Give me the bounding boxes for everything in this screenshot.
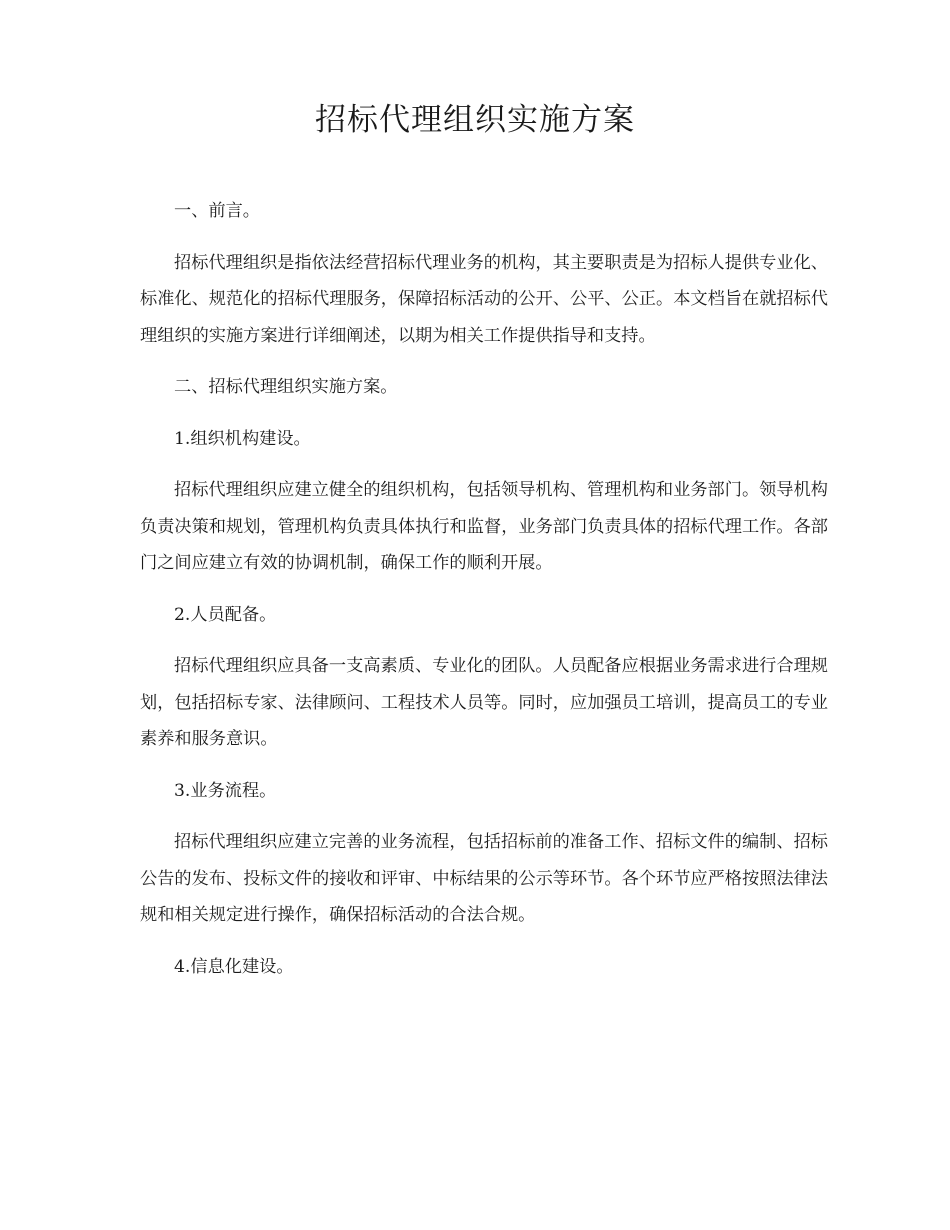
subheading-workflow: 3.业务流程。	[174, 780, 277, 801]
paragraph-workflow: 招标代理组织应建立完善的业务流程，包括招标前的准备工作、招标文件的编制、招标公告的发布、投标文件的接收和评审、中标结果的公示等环节。各个环节应严格按照法律法规和相关规定进行操作，确保招标活动的合法合规。	[140, 832, 828, 925]
subheading-staffing: 2.人员配备。	[174, 604, 277, 625]
document-title: 招标代理组织实施方案	[315, 102, 635, 138]
paragraph-preface: 招标代理组织是指依法经营招标代理业务的机构，其主要职责是为招标人提供专业化、标准化、规范化的招标代理服务，保障招标活动的公开、公平、公正。本文档旨在就招标代理组织的实施方案进行详细阐述，以期为相关工作提供指导和支持。	[140, 252, 828, 346]
paragraph-organization: 招标代理组织应建立健全的组织机构，包括领导机构、管理机构和业务部门。领导机构负责决策和规划，管理机构负责具体执行和监督，业务部门负责具体的招标代理工作。各部门之间应建立有效的协调机制，确保工作的顺利开展。	[140, 480, 828, 573]
section-heading-preface: 一、前言。	[174, 201, 260, 221]
section-heading-plan: 二、招标代理组织实施方案。	[174, 377, 398, 397]
subheading-organization: 1.组织机构建设。	[174, 428, 311, 449]
document-body	[140, 193, 828, 1000]
paragraph-staffing: 招标代理组织应具备一支高素质、专业化的团队。人员配备应根据业务需求进行合理规划，包括招标专家、法律顾问、工程技术人员等。同时，应加强员工培训，提高员工的专业素养和服务意识。	[140, 656, 828, 749]
subheading-informatization: 4.信息化建设。	[174, 956, 294, 977]
